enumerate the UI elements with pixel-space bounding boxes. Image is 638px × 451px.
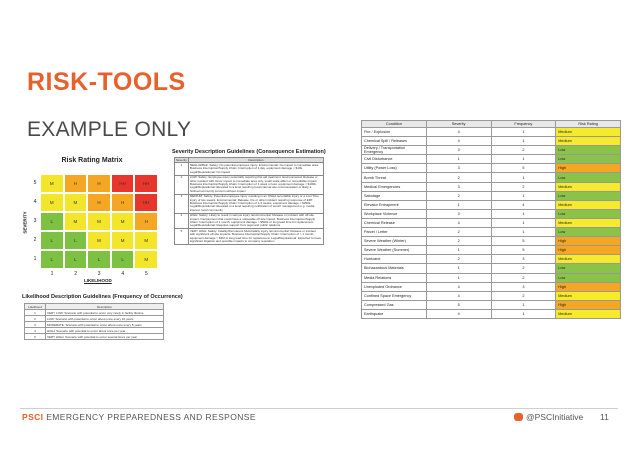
table-row (362, 137, 621, 146)
matrix-row-label: 2 (33, 237, 37, 243)
matrix-col-label: 1 (50, 271, 54, 277)
table-cell: Bomb Threat (362, 173, 427, 182)
matrix-cell: HH (134, 174, 158, 193)
table-cell: 4 (426, 282, 491, 291)
table-row (362, 164, 621, 173)
table-cell: Confined Space Emergency (362, 291, 427, 300)
matrix-cell: L (40, 250, 64, 269)
footer-brand: PSCI (22, 412, 44, 422)
table-cell: Sabotage (362, 191, 427, 200)
table-cell: 2 (491, 146, 556, 155)
table-row (25, 334, 164, 340)
table-cell: Low (556, 173, 621, 182)
footer-handle-text: @PSCInitiative (526, 412, 584, 422)
table-cell: 2 (491, 291, 556, 300)
table-cell: High (556, 282, 621, 291)
table-cell: LOW: Safety: Employee injury potentially requiring first aid treatment. Environmental: Release or other incident with minor impact to immediate area only, small scale affect or remediable impact. Business Interruption/Supply Chain: Interruption of 1 week or less, equipment damage < $100k. Legal/Reputational: Elevated to a level requiring local internal site communication or likely a hotline/community concern without impact (188, 175, 323, 194)
table-cell: Low (556, 191, 621, 200)
table-cell: Utility (Power Loss) (362, 164, 427, 173)
table-cell: Low (556, 209, 621, 218)
table-cell: 1 (491, 173, 556, 182)
table-row (175, 175, 324, 194)
table-cell: 1 (491, 137, 556, 146)
table-cell: 3 (491, 255, 556, 264)
table-cell: 1 (426, 200, 491, 209)
table-cell: 2 (25, 316, 46, 322)
table-cell: 3 (426, 182, 491, 191)
table-cell: 3 (25, 322, 46, 328)
matrix-cell: H (111, 193, 135, 212)
likelihood-title: Likelihood Description Guidelines (Frequency of Occurrence) (22, 294, 183, 300)
table-row (362, 146, 621, 155)
table-cell: Fire / Explosion (362, 128, 427, 137)
risk-register-table (361, 120, 621, 319)
table-cell: Medium (556, 218, 621, 227)
table-cell: HIGH: Scenario with potential to occur about once per year (46, 328, 164, 334)
table-row (362, 200, 621, 209)
table-cell: 4 (426, 128, 491, 137)
table-cell: 3 (491, 282, 556, 291)
table-cell: Medium (556, 128, 621, 137)
table-cell: Low (556, 273, 621, 282)
table-cell: 1 (491, 128, 556, 137)
table-cell: 2 (426, 237, 491, 246)
table-cell: 5 (426, 300, 491, 309)
table-cell: Low (556, 264, 621, 273)
table-cell: Hurricane (362, 255, 427, 264)
table-cell: High (556, 300, 621, 309)
table-cell: Low (556, 146, 621, 155)
table-cell: MODERATE: Scenario with potential to occur about once every 5 years (46, 322, 164, 328)
table-cell: Civil Disturbance (362, 155, 427, 164)
table-header: Severity (176, 157, 187, 162)
severity-table (174, 157, 324, 245)
table-cell: High (556, 246, 621, 255)
table-cell: Medium (556, 182, 621, 191)
matrix-cell: M (87, 231, 111, 250)
table-cell: Medical Emergencies (362, 182, 427, 191)
table-cell: Compressed Gas (362, 300, 427, 309)
table-cell: Medium (556, 137, 621, 146)
table-cell: 5 (25, 334, 46, 340)
table-cell: 3 (175, 194, 189, 213)
table-cell: Medium (556, 309, 621, 318)
matrix-x-label: LIKELIHOOD (84, 278, 112, 283)
table-row (362, 191, 621, 200)
table-cell: 5 (491, 237, 556, 246)
table-row (362, 128, 621, 137)
table-cell: HIGH: Safety: Likely to result in serious injury. Environmental: Release or incident with off-site impact, fine/payment that could have a noticeable off-site impact. Business Interruption/Supply Chain: Interruption of 1 month, equipment damage > $500k or long lead time for replacement. Legal/Reputational: Requires support from legal and public relations (188, 213, 323, 229)
table-cell: 2 (491, 273, 556, 282)
table-cell: 4 (426, 309, 491, 318)
table-header: Condition (362, 121, 427, 128)
table-cell: 3 (426, 209, 491, 218)
table-cell: Medium (556, 291, 621, 300)
table-cell: VERY HIGH: Safety: Fatality/Permanent Multi-fatality injury. Environmental: Release or incident with significant off-site impacts. Business Interruption/Supply Chain: Interruption of > 1 month, equipment damage > $1M or long lead time for replacement. Legal/Reputational: Expected to have significant litigation and possible impacts to company reputation (188, 229, 323, 245)
table-cell: Medium (556, 255, 621, 264)
matrix-row-label: 4 (33, 199, 37, 205)
table-cell: 4 (491, 200, 556, 209)
footer-left (22, 412, 256, 422)
matrix-cell: L (64, 231, 88, 250)
table-cell: 4 (25, 328, 46, 334)
table-cell: High (556, 164, 621, 173)
table-cell: Biohazardous Materials (362, 264, 427, 273)
table-cell: Earthquake (362, 309, 427, 318)
table-cell: 4 (426, 218, 491, 227)
matrix-cell: H (64, 174, 88, 193)
table-cell: 1 (491, 309, 556, 318)
matrix-row-label: 5 (33, 180, 37, 186)
matrix-cell: M (111, 212, 135, 231)
table-row (175, 163, 324, 175)
table-cell: Low (556, 155, 621, 164)
severity-title: Severity Description Guidelines (Consequence Estimation) (172, 149, 326, 155)
table-header: Risk Rating (556, 121, 621, 128)
table-cell: 5 (491, 246, 556, 255)
table-row (362, 173, 621, 182)
table-header: Frequency (491, 121, 556, 128)
matrix-cell: M (40, 193, 64, 212)
matrix-cell: L (87, 250, 111, 269)
table-cell: 1 (491, 209, 556, 218)
table-cell: 2 (491, 264, 556, 273)
table-cell: 1 (491, 228, 556, 237)
table-cell: Severe Weather (Summer) (362, 246, 427, 255)
table-row (362, 182, 621, 191)
table-cell: Workplace Violence (362, 209, 427, 218)
table-cell: 1 (426, 246, 491, 255)
table-cell: 1 (426, 264, 491, 273)
table-row (362, 237, 621, 246)
table-header: Description (46, 304, 164, 310)
matrix-y-label: SEVERITY (22, 211, 28, 234)
matrix-row-label: 1 (33, 256, 37, 262)
table-row (175, 213, 324, 229)
table-row (362, 264, 621, 273)
matrix-col-label: 2 (74, 271, 77, 277)
table-row (362, 282, 621, 291)
table-header: Description (188, 158, 323, 163)
table-cell: 1 (491, 191, 556, 200)
matrix-cell: M (64, 193, 88, 212)
table-cell: 1 (491, 300, 556, 309)
table-row (362, 209, 621, 218)
matrix-col-label: 3 (97, 271, 101, 277)
matrix-col-label: 5 (145, 271, 148, 277)
table-cell: 5 (175, 229, 189, 245)
table-cell: 2 (426, 191, 491, 200)
table-cell: 4 (426, 137, 491, 146)
table-cell: Medium (556, 200, 621, 209)
matrix-cell: HH (111, 174, 135, 193)
page-number: 11 (600, 412, 609, 422)
table-cell: Chemical Release (362, 218, 427, 227)
table-cell: Media Relations (362, 273, 427, 282)
table-cell: Elevator Entrapment (362, 200, 427, 209)
table-cell: High (556, 237, 621, 246)
table-cell: Parcel / Letter (362, 228, 427, 237)
table-cell: NEGLIGIBLE: Safety: No potential employee injury. Environmental: No impact to immediate area. Business Interruption/Supply Chain: Interruption of 1 day, equipment damage < $10k. Legal/Reputational: No impact (188, 163, 323, 175)
table-row (175, 194, 324, 213)
table-cell: MEDIUM: Safety: Potential employee injury resulting in an OSHA recordable injury or a Lost Time injury of two weeks. Environmental: Release, fire or other incident requiring response of ERT. Business Interruption/Supply Chain: Interruption of 1-3 weeks, equipment damage < $250k. Legal/Reputational: Elevated to a level requiring notification of senior management e.g. media interest, local community (188, 194, 323, 213)
table-row (362, 246, 621, 255)
matrix-cell: H (87, 193, 111, 212)
table-cell: LOW: Scenario with potential to occur about once every 10 years (46, 316, 164, 322)
matrix-cell: L (111, 250, 135, 269)
matrix-cell: L (40, 212, 64, 231)
table-row (362, 228, 621, 237)
table-row (362, 300, 621, 309)
table-cell: 1 (491, 218, 556, 227)
matrix-title: Risk Rating Matrix (61, 157, 123, 164)
table-cell: Delivery / Transportation Emergency (362, 146, 427, 155)
table-header: Severity (426, 121, 491, 128)
table-cell: 4 (426, 291, 491, 300)
risk-matrix-grid (40, 174, 158, 269)
table-cell: 1 (426, 273, 491, 282)
matrix-cell: M (134, 250, 158, 269)
table-cell: 2 (175, 175, 189, 194)
matrix-cell: L (64, 250, 88, 269)
footer-divider (20, 408, 618, 409)
table-row (362, 255, 621, 264)
footer-handle[interactable] (514, 412, 583, 422)
table-cell: VERY HIGH: Scenario with potential to occur several times per year (46, 334, 164, 340)
likelihood-table (24, 303, 164, 340)
table-row (362, 309, 621, 318)
matrix-cell: M (134, 231, 158, 250)
table-cell: 4 (175, 213, 189, 229)
matrix-cell: L (40, 231, 64, 250)
table-cell: Chemical Spill / Releases (362, 137, 427, 146)
table-row (362, 155, 621, 164)
matrix-cell: M (40, 174, 64, 193)
table-cell: Severe Weather (Winter) (362, 237, 427, 246)
slide-subtitle: EXAMPLE ONLY (27, 118, 192, 141)
table-cell: 3 (426, 164, 491, 173)
table-row (362, 291, 621, 300)
slide-title: RISK-TOOLS (27, 68, 186, 96)
table-row (362, 218, 621, 227)
table-cell: 2 (491, 182, 556, 191)
table-cell: 2 (426, 255, 491, 264)
table-cell: 1 (25, 310, 46, 316)
table-row (175, 229, 324, 245)
matrix-cell: H (87, 174, 111, 193)
matrix-col-label: 4 (121, 271, 125, 277)
matrix-cell: HH (134, 193, 158, 212)
table-cell: 3 (426, 146, 491, 155)
twitter-icon (514, 413, 523, 421)
matrix-cell: M (64, 212, 88, 231)
table-cell: 1 (426, 155, 491, 164)
table-cell: 5 (491, 164, 556, 173)
table-cell: Unexploded Ordnance (362, 282, 427, 291)
footer-text: EMERGENCY PREPAREDNESS AND RESPONSE (43, 412, 256, 422)
matrix-cell: M (111, 231, 135, 250)
matrix-cell: H (134, 212, 158, 231)
matrix-row-label: 3 (33, 218, 37, 224)
table-row (362, 273, 621, 282)
table-cell: 2 (426, 173, 491, 182)
table-cell: 1 (491, 155, 556, 164)
matrix-cell: M (87, 212, 111, 231)
table-cell: 2 (426, 228, 491, 237)
table-cell: 1 (175, 163, 189, 175)
table-header: Likelihood (25, 304, 46, 310)
table-cell: VERY LOW: Scenario with potential to occur very rarely in facility lifetime (46, 310, 164, 316)
table-cell: Low (556, 228, 621, 237)
